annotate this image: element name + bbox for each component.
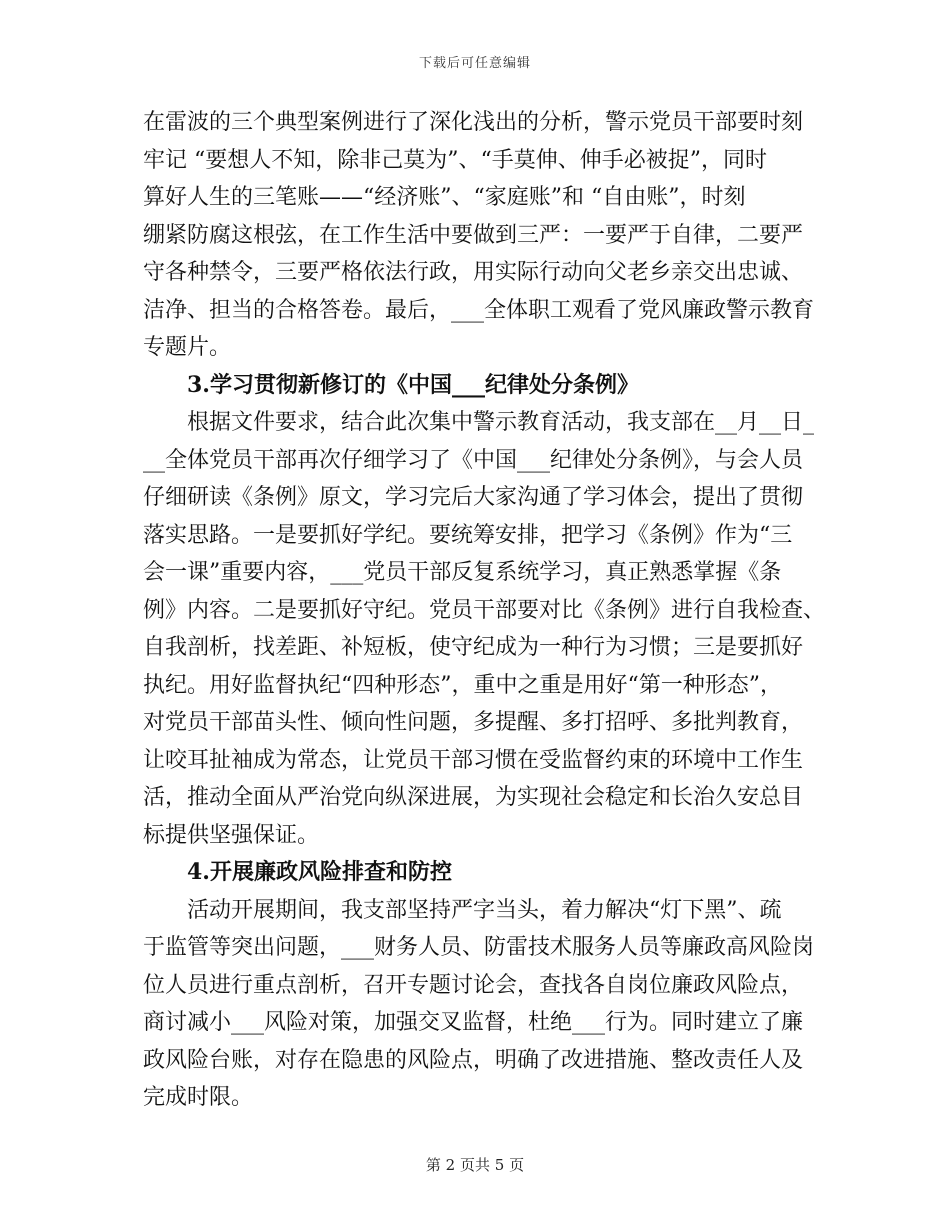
paragraph-line: 守各种禁令，三要严格依法行政，用实际行动向父老乡亲交出忠诚、 xyxy=(143,260,804,285)
page-footer: 第 2 页共 5 页 xyxy=(425,1156,525,1174)
paragraph-line: 让咬耳扯袖成为常态，让党员干部习惯在受监督约束的环境中工作生 xyxy=(143,747,804,773)
paragraph-line: 标提供坚强保证。 xyxy=(143,822,320,848)
paragraph-line: 商讨减小___风险对策，加强交叉监督，杜绝___行为。同时建立了廉 xyxy=(143,1010,804,1035)
page-header: 下载后可任意编辑 xyxy=(418,56,531,71)
paragraph-line: 绷紧防腐这根弦，在工作生活中要做到三严：一要严于自律，二要严 xyxy=(143,222,804,248)
paragraph-line: 位人员进行重点剖析，召开专题讨论会，查找各自岗位廉政风险点， xyxy=(143,972,804,998)
paragraph-line: 活，推动全面从严治党向纵深进展，为实现社会稳定和长治久安总目 xyxy=(143,785,804,810)
paragraph-line: 于监管等突出问题，___财务人员、防雷技术服务人员等廉政高风险岗 xyxy=(143,935,815,960)
paragraph-line: 活动开展期间，我支部坚持严字当头，着力解决“灯下黑”、疏 xyxy=(187,897,782,923)
paragraph-line: 例》内容。二是要抓好守纪。党员干部要对比《条例》进行自我检查、 xyxy=(143,597,826,623)
paragraph-line: 在雷波的三个典型案例进行了深化浅出的分析，警示党员干部要时刻 xyxy=(143,110,804,135)
paragraph-line: 自我剖析，找差距、补短板，使守纪成为一种行为习惯；三是要抓好 xyxy=(143,635,804,660)
paragraph-line: 会一课”重要内容，___党员干部反复系统学习，真正熟悉掌握《条 xyxy=(143,560,782,585)
paragraph-line: 算好人生的三笔账——“经济账”、“家庭账”和 “自由账”，时刻 xyxy=(143,185,746,210)
section-heading: 4.开展廉政风险排查和防控 xyxy=(187,859,452,885)
paragraph-line: 政风险台账，对存在隐患的风险点，明确了改进措施、整改责任人及 xyxy=(143,1047,804,1073)
section-heading: 3.学习贯彻新修订的《中国___纪律处分条例》 xyxy=(187,371,639,398)
document-body xyxy=(143,104,826,1117)
paragraph-line: 根据文件要求，结合此次集中警示教育活动，我支部在__月__日_ xyxy=(187,410,815,435)
paragraph-line: 洁净、担当的合格答卷。最后，___全体职工观看了党风廉政警示教育 xyxy=(143,297,815,323)
paragraph-line: __全体党员干部再次仔细学习了《中国___纪律处分条例》，与会人员 xyxy=(143,447,804,473)
paragraph-line: 完成时限。 xyxy=(143,1085,254,1110)
paragraph-line: 牢记 “要想人不知，除非己莫为”、“手莫伸、伸手必被捉”，同时 xyxy=(143,147,767,173)
paragraph-line: 落实思路。一是要抓好学纪。要统筹安排，把学习《条例》作为“三 xyxy=(143,522,793,548)
paragraph-line: 仔细研读《条例》原文，学习完后大家沟通了学习体会，提出了贯彻 xyxy=(143,485,804,510)
paragraph-line: 执纪。用好监督执纪“四种形态”，重中之重是用好“第一种形态”， xyxy=(143,672,782,698)
paragraph-line: 对党员干部苗头性、倾向性问题，多提醒、多打招呼、多批判教育， xyxy=(143,710,804,735)
paragraph-line: 专题片。 xyxy=(143,335,232,360)
